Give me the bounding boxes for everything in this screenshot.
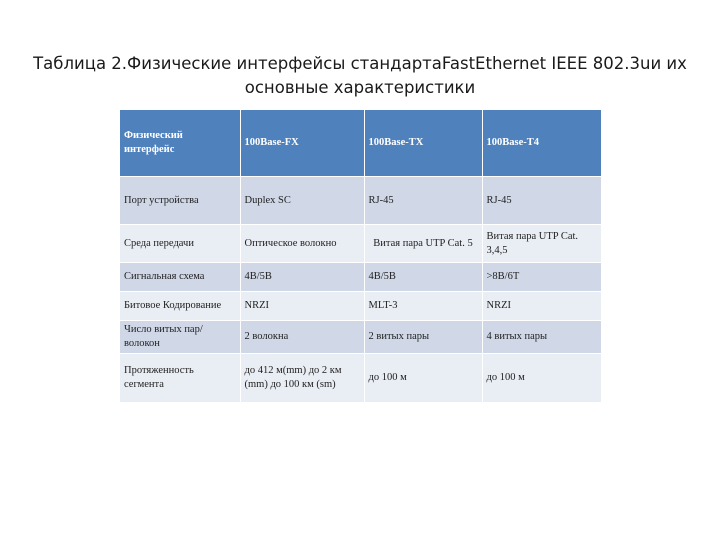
table-cell: Duplex SC [240,177,364,225]
table-cell: Битовое Кодирование [120,292,240,321]
header-cell-100base-tx: 100Base-TX [364,110,482,177]
table-cell: до 100 м [364,354,482,403]
table-cell: 4B/5B [364,263,482,292]
table-cell: Число витых пар/ волокон [120,321,240,354]
table-cell: 2 витых пары [364,321,482,354]
table-header [120,110,601,177]
table-cell: 4B/5B [240,263,364,292]
table-cell: Протяженность сегмента [120,354,240,403]
interfaces-table [120,110,601,402]
page-title [20,52,700,100]
table-row [120,354,601,403]
title-line-2: основные характеристики [244,78,476,97]
header-cell-interface: Физический интерфейс [120,110,240,177]
table-cell: Сигнальная схема [120,263,240,292]
table-cell: до 100 м [482,354,601,403]
table-row [120,321,601,354]
header-row [120,110,601,177]
table-cell: Витая пара UTP Cat. 3,4,5 [482,225,601,263]
table-row [120,263,601,292]
table-row [120,177,601,225]
table-cell: NRZI [240,292,364,321]
table-cell: RJ-45 [482,177,601,225]
table-cell: 4 витых пары [482,321,601,354]
table-cell: Оптическое волокно [240,225,364,263]
table-body [120,177,601,403]
header-cell-100base-fx: 100Base-FX [240,110,364,177]
table-cell: >8B/6T [482,263,601,292]
table-cell: Порт устройства [120,177,240,225]
table-row [120,225,601,263]
table-cell: NRZI [482,292,601,321]
table-row [120,292,601,321]
table-cell: до 412 м(mm) до 2 км (mm) до 100 км (sm) [240,354,364,403]
header-cell-100base-t4: 100Base-T4 [482,110,601,177]
table-cell: RJ-45 [364,177,482,225]
title-line-1: Таблица 2.Физические интерфейсы стандартаFastEthernet IEEE 802.3uи их [33,54,687,73]
table-cell: Среда передачи [120,225,240,263]
table-cell: Витая пара UTP Cat. 5 [364,225,482,263]
table-cell: MLT-3 [364,292,482,321]
table-cell: 2 волокна [240,321,364,354]
